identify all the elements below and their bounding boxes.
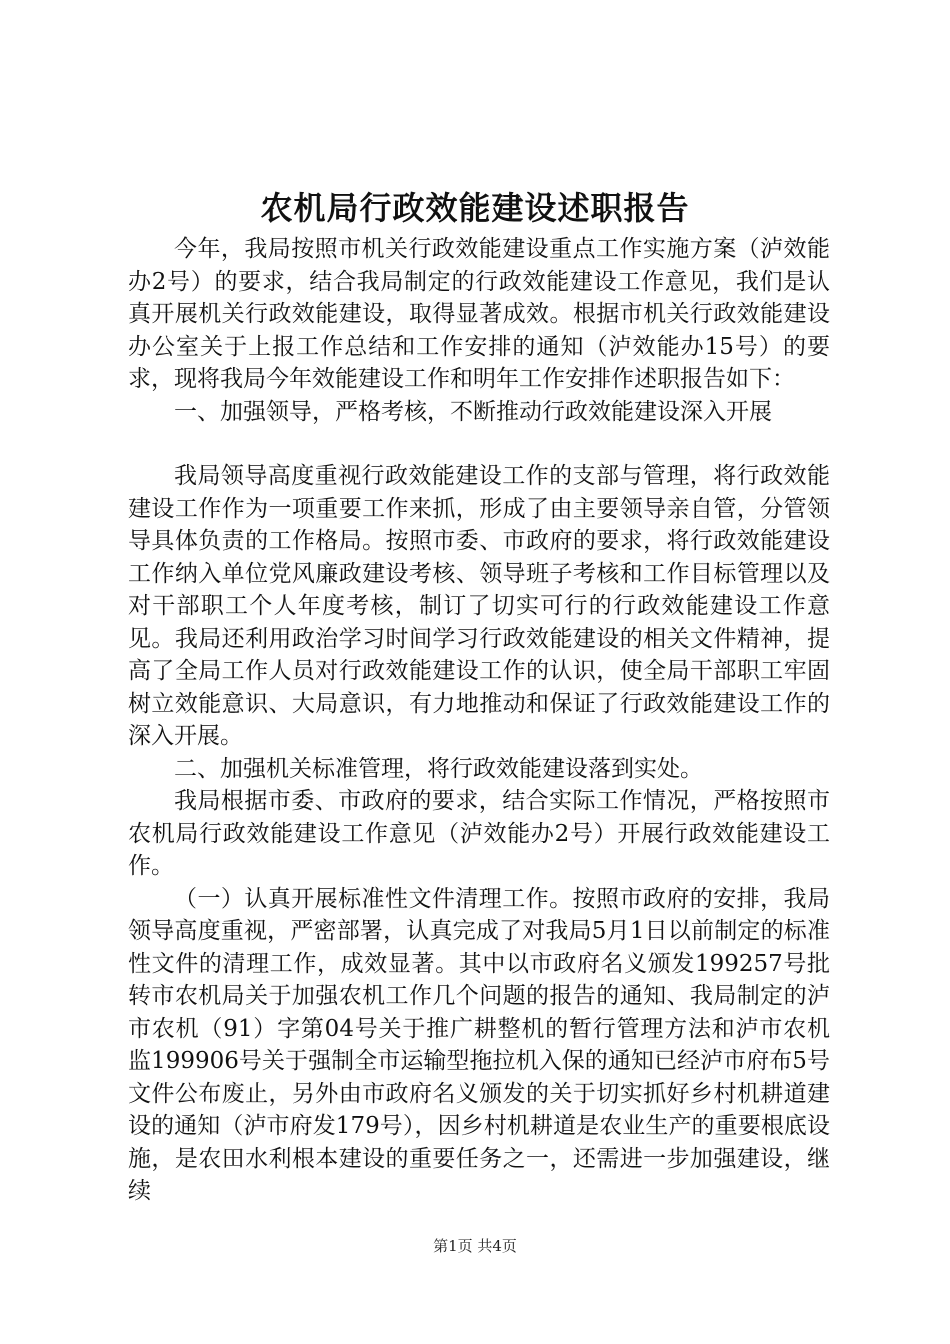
section-heading-1: 一、加强领导，严格考核，不断推动行政效能建设深入开展 <box>174 398 772 425</box>
paragraph-leadership: 我局领导高度重视行政效能建设工作的支部与管理，将行政效能建设工作作为一项重要工作来抓，形成了由主要领导亲自管，分管领导具体负责的工作格局。按照市委、市政府的要求，将行政效能建设工作纳入单位党风廉政建设考核、领导班子考核和工作目标管理以及对干部职工个人年度考核，制订了切实可行的行政效能建设工作意见。我局还利用政治学习时间学习行政效能建设的相关文件精神，提高了全局工作人员对行政效能建设工作的认识，使全局干部职工牢固树立效能意识、大局意识，有力地推动和保证了行政效能建设工作的深入开展。 <box>128 463 830 749</box>
paragraph-cleanup: （一）认真开展标准性文件清理工作。按照市政府的安排，我局领导高度重视，严密部署，认真完成了对我局5月1日以前制定的标准性文件的清理工作，成效显著。其中以市政府名义颁发199257号批转市农机局关于加强农机工作几个问题的报告的通知、我局制定的泸市农机（91）字第04号关于推广耕整机的暂行管理方法和泸市农机监199906号关于强制全市运输型拖拉机入保的通知已经泸市府布5号文件公布废止，另外由市政府名义颁发的关于切实抓好乡村机耕道建设的通知（泸市府发179号），因乡村机耕道是农业生产的重要根底设施，是农田水利根本建设的重要任务之一，还需进一步加强建设，继续 <box>128 885 830 1204</box>
section-heading-2: 二、加强机关标准管理，将行政效能建设落到实处。 <box>174 755 703 782</box>
document-title: 农机局行政效能建设述职报告 <box>260 189 690 227</box>
document-body <box>128 233 830 1208</box>
paragraph-standards: 我局根据市委、市政府的要求，结合实际工作情况，严格按照市农机局行政效能建设工作意见（泸效能办2号）开展行政效能建设工作。 <box>128 788 830 879</box>
page-footer: 第1页 共4页 <box>433 1237 517 1255</box>
paragraph-intro: 今年，我局按照市机关行政效能建设重点工作实施方案（泸效能办2号）的要求，结合我局制定的行政效能建设工作意见，我们是认真开展机关行政效能建设，取得显著成效。根据市机关行政效能建设办公室关于上报工作总结和工作安排的通知（泸效能办15号）的要求，现将我局今年效能建设工作和明年工作安排作述职报告如下： <box>128 236 830 392</box>
